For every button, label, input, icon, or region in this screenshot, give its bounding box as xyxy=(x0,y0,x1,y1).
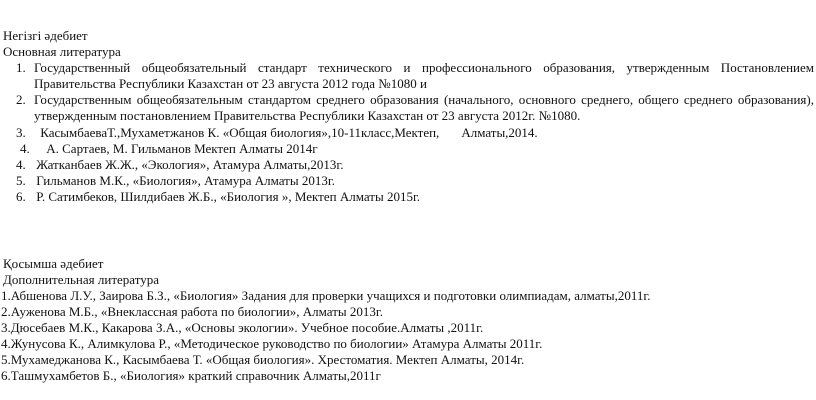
list-item-text: Жатканбаев Ж.Ж., «Экология», Атамура Алматы,2013г. xyxy=(36,157,344,172)
list-item-text: Гильманов М.К., «Биология», Атамура Алматы 2013г. xyxy=(36,173,335,188)
list-item-number: 2. xyxy=(16,92,26,107)
extra-section-title-ru: Дополнительная литература xyxy=(3,272,159,287)
list-item-text: Государственным общеобязательным стандартом среднего образования (начального, основного среднего, общего среднего образования), xyxy=(34,92,814,107)
list-item: 6.Ташмухамбетов Б., «Биология» краткий справочник Алматы,2011г xyxy=(1,368,381,383)
list-item xyxy=(20,141,318,157)
extra-section-title-kk: Қосымша әдебиет xyxy=(3,256,104,271)
list-item-number: 3. xyxy=(16,125,26,140)
list-item: 3.Дюсебаев М.К., Какарова З.А., «Основы экологии». Учебное пособие.Алматы ,2011г. xyxy=(1,320,484,335)
list-item-text: Государственный общеобязательный стандарт технического и профессионального образования, утвержденным Постановлением xyxy=(34,60,814,75)
list-item xyxy=(16,157,344,173)
list-item-text: А. Сартаев, М. Гильманов Мектеп Алматы 2014г xyxy=(46,141,318,156)
list-item-text: Р. Сатимбеков, Шилдибаев Ж.Б., «Биология », Мектеп Алматы 2015г. xyxy=(36,189,421,204)
list-item-number: 6. xyxy=(16,189,26,204)
list-item xyxy=(16,125,538,141)
list-item-number: 5. xyxy=(16,173,26,188)
list-item-text: КасымбаеваТ.,Мухаметжанов К. «Общая биология»,10-11класс,Мектеп, xyxy=(40,125,440,140)
list-item-number: 4. xyxy=(16,157,26,172)
list-item: 2.Ауженова М.Б., «Внеклассная работа по биологии», Алматы 2013г. xyxy=(1,304,383,319)
list-item: 1.Абшенова Л.У., Заирова Б.З., «Биология» Задания для проверки учащихся и подготовки олимпиадам, алматы,2011г. xyxy=(1,288,651,303)
main-section-title-kk: Негізгі әдебиет xyxy=(3,28,88,43)
list-item-number: 1. xyxy=(16,60,26,75)
list-item-text-tail: Алматы,2014. xyxy=(461,125,538,140)
list-item-text-continued: Правительства Республики Казахстан от 23 августа 2012 года №1080 и xyxy=(34,76,427,91)
list-item xyxy=(16,173,335,189)
list-item xyxy=(16,189,420,205)
list-item: 5.Мухамеджанова К., Касымбаева Т. «Общая биология». Хрестоматия. Мектеп Алматы, 2014г. xyxy=(1,352,525,367)
list-item: 4.Жунусова К., Алимкулова Р., «Методическое руководство по биологии» Атамура Алматы 2011г. xyxy=(1,336,543,351)
list-item-text-continued: утвержденным постановлением Правительства Республики Казахстан от 23 августа 2012г. №1080. xyxy=(34,108,581,123)
list-item-number: 4. xyxy=(20,141,30,156)
main-section-title-ru: Основная литература xyxy=(3,44,121,59)
